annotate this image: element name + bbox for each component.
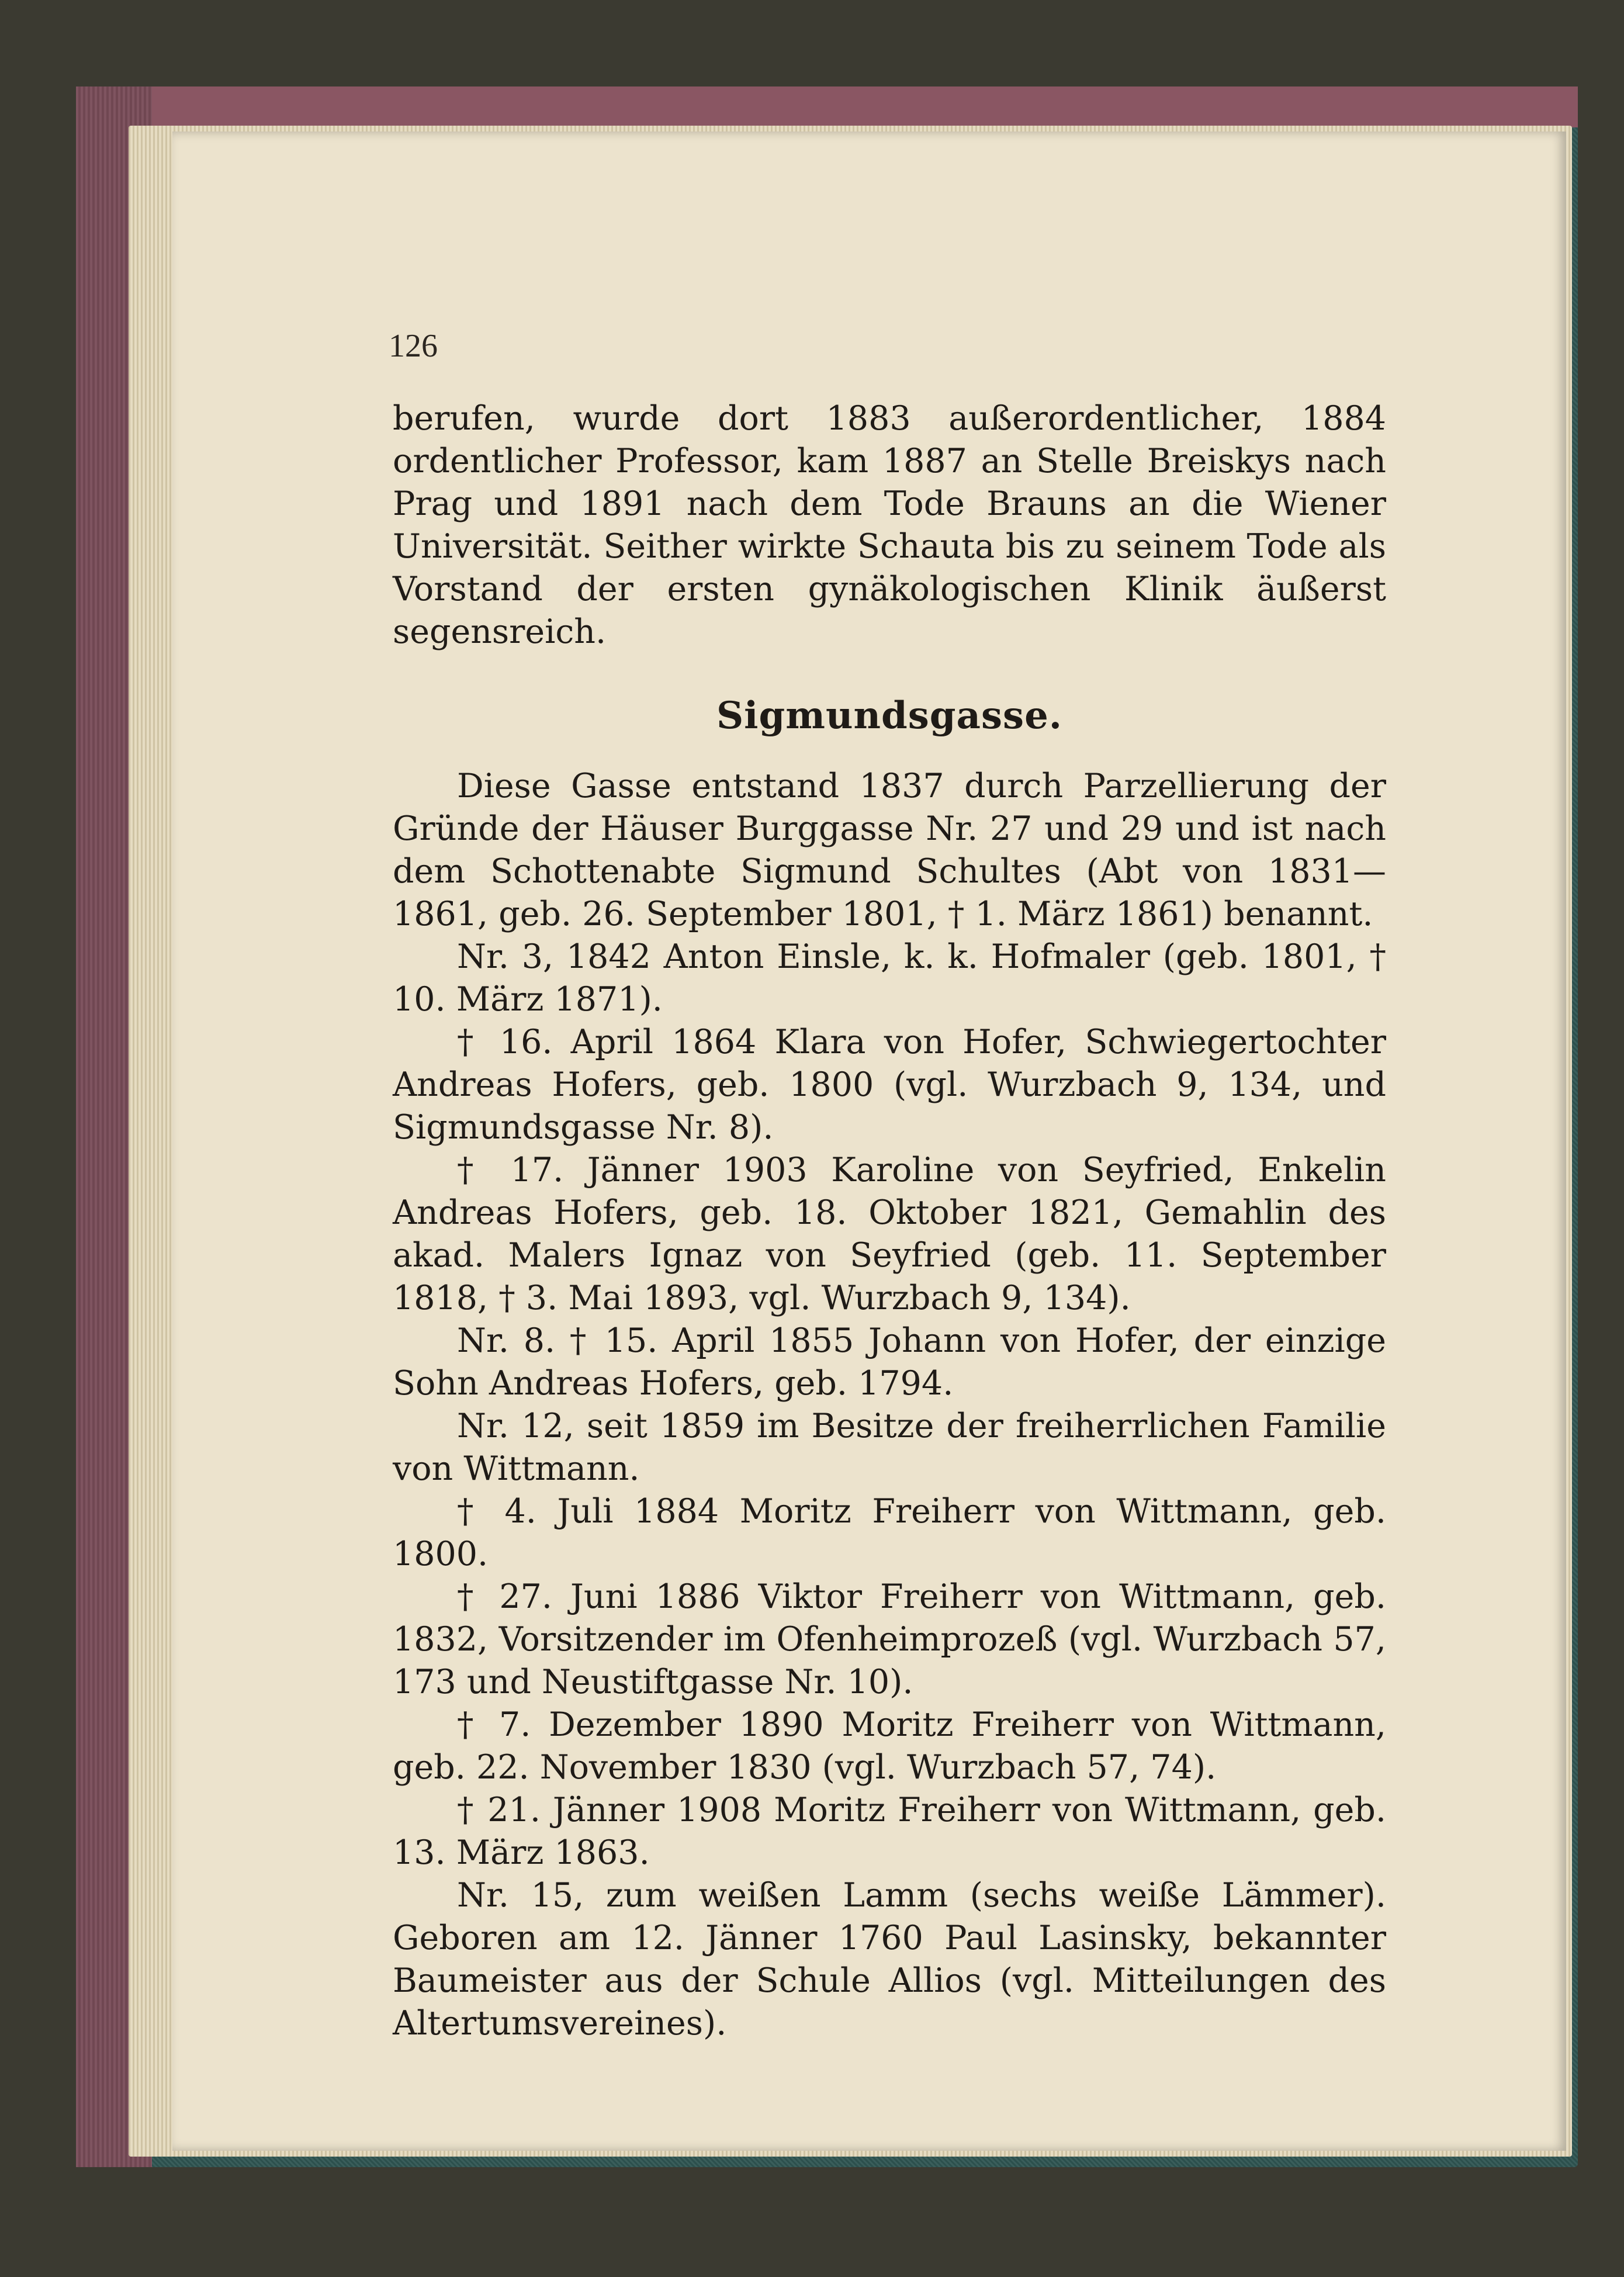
paragraph-intro: Diese Gasse entstand 1837 durch Parzellierung der Gründe der Häuser Burggasse Nr. 27 und 29 und ist nach dem Schottenabte Sigmund Schultes (Abt von 1831—1861, geb. 26. September 1801, † 1. März 1861) benannt. <box>393 767 1386 933</box>
cover-top-leather <box>76 86 1578 127</box>
paragraph-entry: † 7. Dezember 1890 Moritz Freiherr von Wittmann, geb. 22. November 1830 (vgl. Wurzbach 57, 74). <box>393 1705 1386 1787</box>
paragraph-entry: † 27. Juni 1886 Viktor Freiherr von Wittmann, geb. 1832, Vorsitzender im Ofenheimprozeß (vgl. Wurzbach 57, 173 und Neustiftgasse Nr. 10). <box>393 1577 1386 1701</box>
paragraph-entry: † 4. Juli 1884 Moritz Freiherr von Wittmann, geb. 1800. <box>393 1492 1386 1573</box>
paragraph-entry: Nr. 8. † 15. April 1855 Johann von Hofer, der einzige Sohn Andreas Hofers, geb. 1794. <box>393 1321 1386 1403</box>
paragraph-entry: Nr. 3, 1842 Anton Einsle, k. k. Hofmaler (geb. 1801, † 10. März 1871). <box>393 937 1386 1019</box>
paragraph-entry: † 16. April 1864 Klara von Hofer, Schwiegertochter Andreas Hofers, geb. 1800 (vgl. Wurzbach 9, 134, und Sigmundsgasse Nr. 8). <box>393 1023 1386 1147</box>
paragraph-entry: † 21. Jänner 1908 Moritz Freiherr von Wittmann, geb. 13. März 1863. <box>393 1791 1386 1872</box>
section-heading: Sigmundsgasse. <box>716 694 1063 738</box>
paragraph-continuation: berufen, wurde dort 1883 außerordentlicher, 1884 ordentlicher Professor, kam 1887 an Stelle Breiskys nach Prag und 1891 nach dem Tode Brauns an die Wiener Universität. Seither wirkte Schauta bis zu seinem Tode als Vorstand der ersten gynäkologischen Klinik äußerst segensreich. <box>393 399 1386 651</box>
page-number: 126 <box>389 328 438 364</box>
paragraph-entry: Nr. 15, zum weißen Lamm (sechs weiße Lämmer). Geboren am 12. Jänner 1760 Paul Lasinsky, bekannter Baumeister aus der Schule Allios (vgl. Mitteilungen des Altertumsvereines). <box>393 1876 1386 2043</box>
paragraph-entry: † 17. Jänner 1903 Karoline von Seyfried, Enkelin Andreas Hofers, geb. 18. Oktober 1821, Gemahlin des akad. Malers Ignaz von Seyfried (geb. 11. September 1818, † 3. Mai 1893, vgl. Wurzbach 9, 134). <box>393 1151 1386 1317</box>
paragraph-entry: Nr. 12, seit 1859 im Besitze der freiherrlichen Familie von Wittmann. <box>393 1407 1386 1488</box>
page-text <box>393 397 1386 2045</box>
